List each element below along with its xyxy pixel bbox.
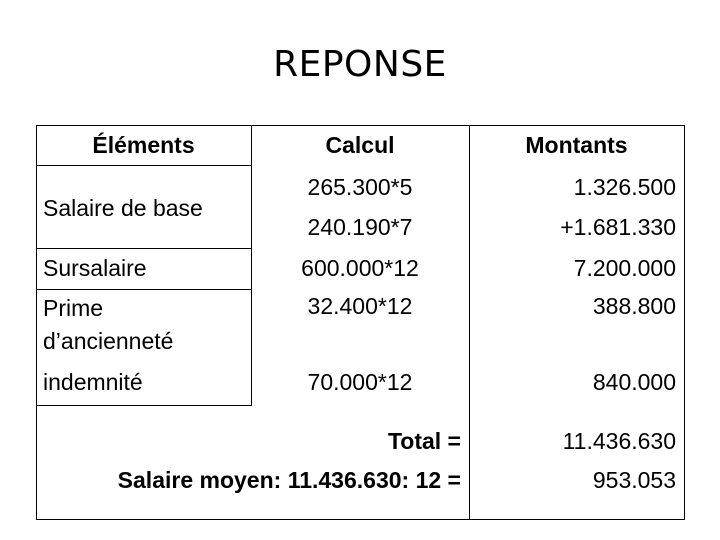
table-border-right [684,125,685,520]
row-divider [36,289,251,290]
page-title: REPONSE [273,44,447,85]
row-label-prime-line2: d’ancienneté [43,328,174,354]
table-border-left [36,125,37,405]
table-border-bottom [36,519,685,520]
montant-cell: +1.681.330 [560,214,676,240]
salaire-moyen-value: 953.053 [592,467,676,493]
montant-cell: 7.200.000 [573,255,676,281]
header-montants: Montants [525,132,628,158]
row-divider [36,405,252,406]
row-label-prime-line1: Prime [43,295,104,321]
montant-cell: 1.326.500 [573,174,676,200]
header-calcul: Calcul [325,132,395,158]
row-divider [36,165,251,166]
montant-cell: 388.800 [592,293,676,319]
row-label-indemnite: indemnité [43,369,143,395]
summary-border-left [36,405,37,520]
calcul-cell: 32.400*12 [307,293,413,319]
table-border-top [36,125,684,126]
calcul-cell: 70.000*12 [307,369,413,395]
total-label: Total = [387,428,461,454]
calcul-cell: 600.000*12 [301,255,419,281]
total-value: 11.436.630 [562,428,676,454]
montant-cell: 840.000 [592,369,676,395]
row-divider [36,248,251,249]
calcul-cell: 265.300*5 [307,174,413,200]
row-label-sursalaire: Sursalaire [43,255,147,281]
row-label-salaire-de-base: Salaire de base [43,195,203,221]
calcul-cell: 240.190*7 [307,214,413,240]
salaire-moyen-label: Salaire moyen: 11.436.630: 12 = [117,467,461,493]
header-elements: Éléments [92,132,195,158]
